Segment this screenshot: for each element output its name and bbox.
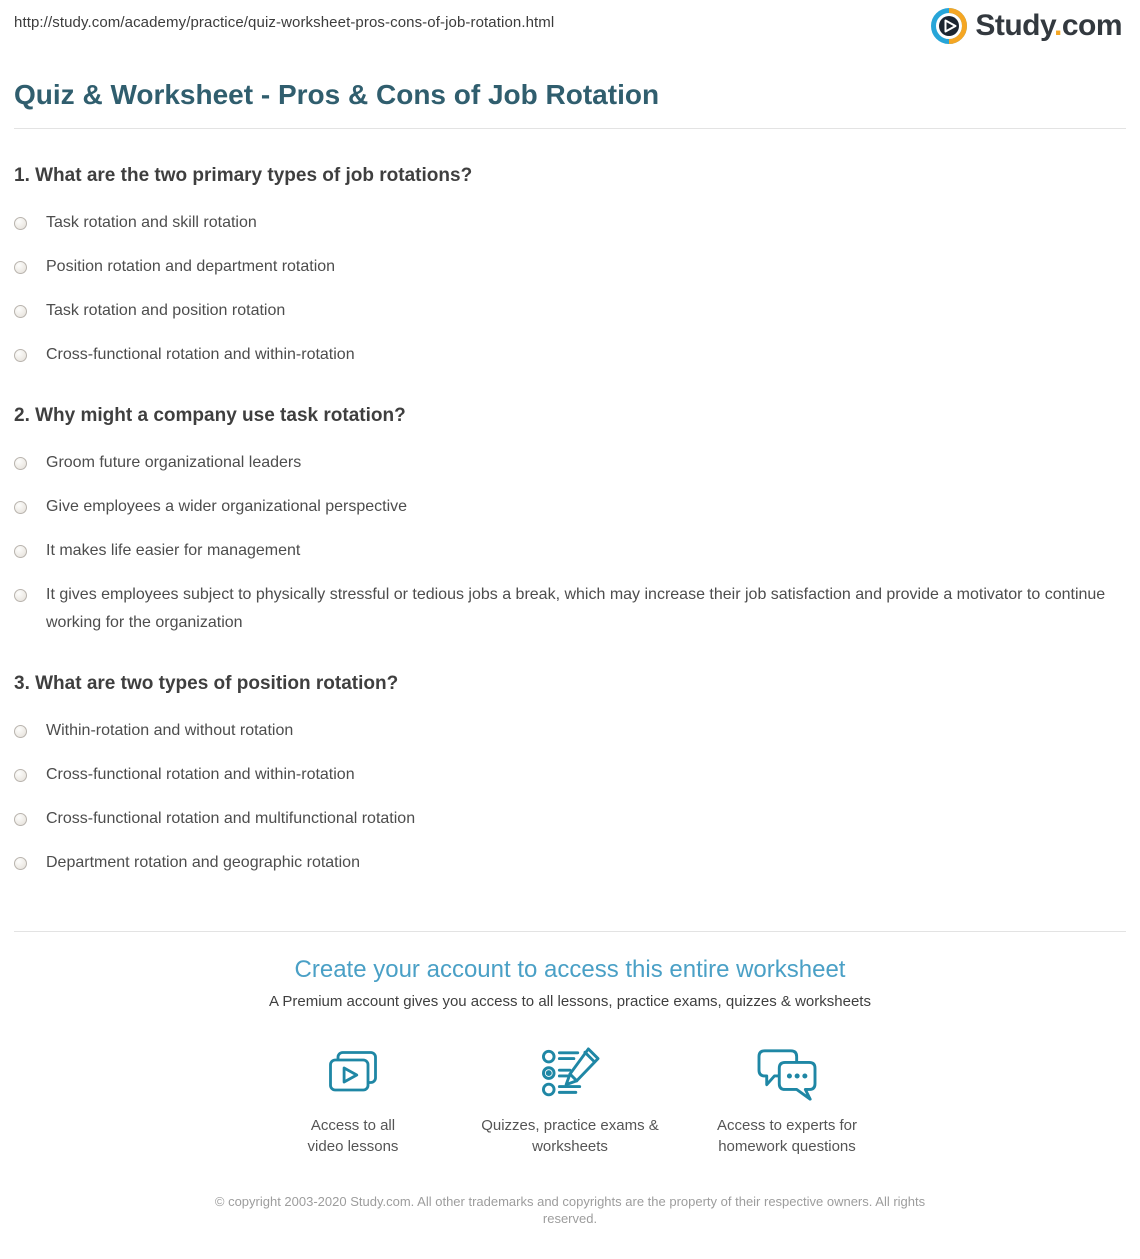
feature-label: Access to all video lessons	[307, 1117, 399, 1155]
answer-option-label[interactable]: Task rotation and skill rotation	[46, 214, 257, 231]
answer-option[interactable]	[14, 341, 1126, 369]
studycom-logo-icon	[931, 8, 967, 44]
answer-option[interactable]	[14, 253, 1126, 281]
answer-option[interactable]	[14, 493, 1126, 521]
radio-button[interactable]	[14, 217, 27, 230]
question-title: 3. What are two types of position rotation?	[14, 673, 399, 694]
page-title: Quiz & Worksheet - Pros & Cons of Job Rotation	[14, 79, 660, 110]
radio-button[interactable]	[14, 725, 27, 738]
feature-quizzes-worksheets	[462, 1046, 679, 1157]
question-options	[14, 209, 1126, 369]
answer-option[interactable]	[14, 581, 1126, 637]
answer-option-label[interactable]: Task rotation and position rotation	[46, 302, 286, 319]
answer-option[interactable]	[14, 449, 1126, 477]
feature-label: Quizzes, practice exams & worksheets	[481, 1117, 659, 1155]
question-options	[14, 717, 1126, 877]
answer-option[interactable]	[14, 537, 1126, 565]
feature-video-lessons	[245, 1046, 462, 1157]
quizzes-worksheets-icon	[539, 1046, 601, 1104]
answer-option-label[interactable]: Within-rotation and without rotation	[46, 722, 294, 739]
experts-chat-icon	[756, 1046, 818, 1104]
answer-option[interactable]	[14, 849, 1126, 877]
answer-option[interactable]	[14, 209, 1126, 237]
answer-option-label[interactable]: Give employees a wider organizational perspective	[46, 498, 408, 515]
question-1	[14, 163, 1126, 369]
question-title: 1. What are the two primary types of job rotations?	[14, 165, 473, 186]
cta-subheading: A Premium account gives you access to all lessons, practice exams, quizzes & worksheets	[269, 993, 871, 1010]
radio-button[interactable]	[14, 857, 27, 870]
answer-option-label[interactable]: Cross-functional rotation and within-rotation	[46, 766, 355, 783]
answer-option-label[interactable]: Cross-functional rotation and multifunctional rotation	[46, 810, 416, 827]
question-options	[14, 449, 1126, 637]
radio-button[interactable]	[14, 305, 27, 318]
radio-button[interactable]	[14, 813, 27, 826]
answer-option[interactable]	[14, 761, 1126, 789]
answer-option[interactable]	[14, 297, 1126, 325]
radio-button[interactable]	[14, 545, 27, 558]
copyright-notice: © copyright 2003-2020 Study.com. All other trademarks and copyrights are the property of their respective owners. All rights reserved.	[214, 1194, 926, 1226]
radio-button[interactable]	[14, 349, 27, 362]
logo-dot: .	[1053, 9, 1062, 42]
feature-list	[0, 1046, 1140, 1157]
radio-button[interactable]	[14, 457, 27, 470]
question-3	[14, 671, 1126, 877]
answer-option-label[interactable]: Cross-functional rotation and within-rotation	[46, 346, 355, 363]
title-divider	[14, 128, 1126, 129]
answer-option-label[interactable]: It gives employees subject to physically stressful or tedious jobs a break, which may increase their job satisfaction and provide a motivator to continue working for the organization	[46, 586, 1106, 631]
header	[0, 0, 1140, 58]
cta-section	[0, 932, 1140, 1259]
radio-button[interactable]	[14, 261, 27, 274]
studycom-logo[interactable]	[931, 8, 1122, 44]
answer-option-label[interactable]: Groom future organizational leaders	[46, 454, 302, 471]
question-title: 2. Why might a company use task rotation?	[14, 405, 406, 426]
feature-expert-help	[679, 1046, 896, 1157]
answer-option-label[interactable]: Department rotation and geographic rotation	[46, 854, 360, 871]
page-url: http://study.com/academy/practice/quiz-worksheet-pros-cons-of-job-rotation.html	[14, 14, 555, 31]
answer-option[interactable]	[14, 805, 1126, 833]
video-lessons-icon	[323, 1046, 383, 1104]
studycom-logo-text: Study.com	[975, 9, 1122, 42]
quiz-questions	[0, 163, 1140, 931]
question-2	[14, 403, 1126, 637]
radio-button[interactable]	[14, 501, 27, 514]
answer-option-label[interactable]: It makes life easier for management	[46, 542, 301, 559]
radio-button[interactable]	[14, 769, 27, 782]
radio-button[interactable]	[14, 589, 27, 602]
cta-heading: Create your account to access this entire worksheet	[294, 956, 846, 983]
answer-option-label[interactable]: Position rotation and department rotation	[46, 258, 336, 275]
answer-option[interactable]	[14, 717, 1126, 745]
feature-label: Access to experts for homework questions	[716, 1117, 858, 1155]
